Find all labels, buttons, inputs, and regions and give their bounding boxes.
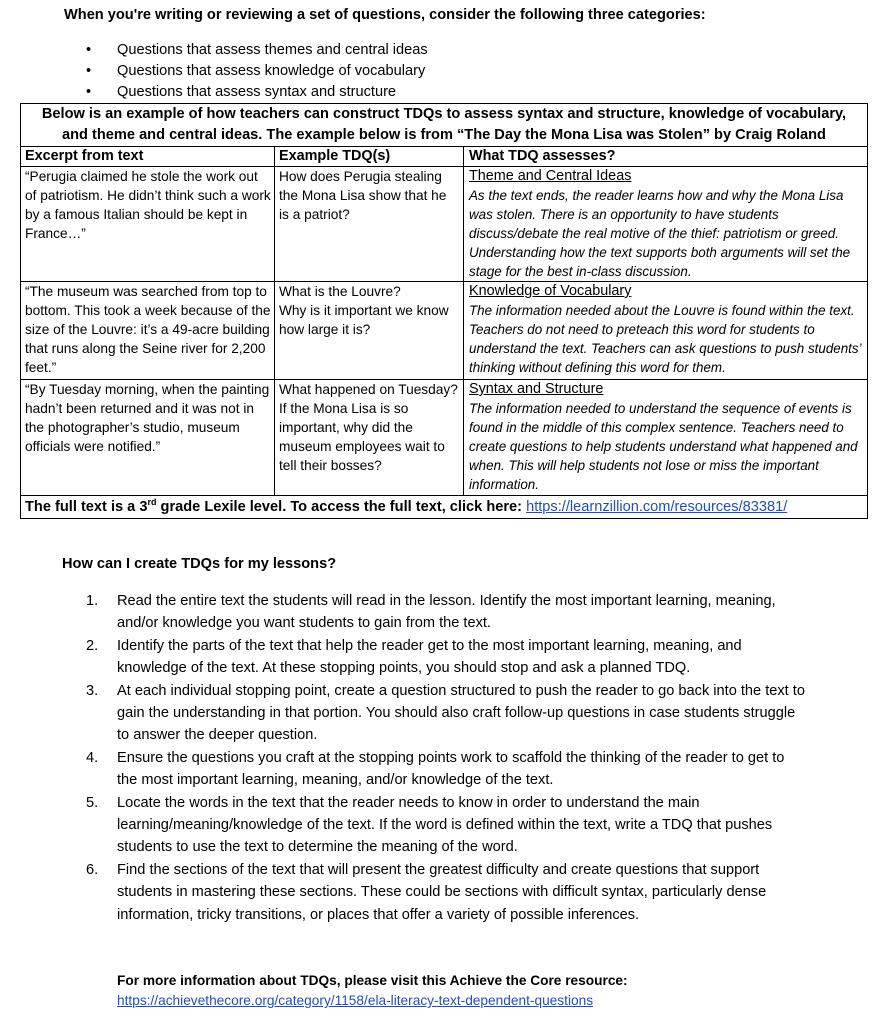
step-number: 3. <box>86 682 99 699</box>
column-header-assesses: What TDQ assesses? <box>464 147 867 167</box>
list-item <box>86 635 806 680</box>
caption-line-2: and theme and central ideas. The example below is from “The Day the Mona Lisa was Stolen” by Craig Roland <box>62 127 826 143</box>
cell-excerpt: “The museum was searched from top to bottom. This took a week because of the size of the Louvre: it’s a 49-acre building that runs along the Seine river for 2,200 feet.” <box>21 282 275 380</box>
cell-assesses <box>464 167 867 282</box>
footer-ordinal: rd <box>147 497 157 508</box>
assess-title: Theme and Central Ideas <box>469 168 632 184</box>
cell-excerpt: “Perugia claimed he stole the work out of patriotism. He didn’t think such a work by a famous Italian should be kept in France…” <box>21 167 275 282</box>
steps-list <box>86 590 806 926</box>
list-item: • Questions that assess themes and central ideas <box>86 40 428 61</box>
step-number: 6. <box>86 861 99 878</box>
list-item <box>86 590 806 635</box>
cell-tdq: What is the Louvre? Why is it important we know how large it is? <box>275 282 464 380</box>
table-caption <box>21 104 867 147</box>
step-number: 1. <box>86 593 99 609</box>
how-to-heading: How can I create TDQs for my lessons? <box>62 556 337 572</box>
table-footer <box>21 496 867 518</box>
caption-line-1: Below is an example of how teachers can construct TDQs to assess syntax and structure, knowledge of vocabulary, <box>41 106 847 122</box>
step-number: 5. <box>86 794 99 811</box>
list-item <box>86 859 806 926</box>
list-item <box>86 792 806 859</box>
cell-assesses <box>464 380 867 496</box>
step-number: 2. <box>86 637 99 654</box>
assess-title: Syntax and Structure <box>469 381 604 397</box>
list-item <box>86 747 806 792</box>
assess-body: The information needed about the Louvre is found within the text. Teachers do not need to preteach this word for students to understand the text. Teachers can ask questions to push students’ thinking without defining this word for them. <box>469 303 861 375</box>
footer-text-cont: grade Lexile level. To access the full text, click here: <box>156 499 527 515</box>
step-text: Find the sections of the text that will present the greatest difficulty and create questions that support students in mastering these sections. These could be sections with difficult syntax, particularly dense information, tricky transitions, or places that offer a variety of possible inferences. <box>117 861 767 923</box>
step-text: Locate the words in the text that the reader needs to know in order to understand the main learning/meaning/knowledge of the text. If the word is defined within the text, write a TDQ that pushes students to use the text to determine the meaning of the word. <box>117 794 773 856</box>
cell-tdq: How does Perugia stealing the Mona Lisa show that he is a patriot? <box>275 167 464 282</box>
list-item: • Questions that assess knowledge of vocabulary <box>86 61 428 82</box>
cell-excerpt: “By Tuesday morning, when the painting hadn’t been returned and it was not in the photographer’s studio, museum officials were notified.” <box>21 380 275 496</box>
assess-body: The information needed to understand the sequence of events is found in the middle of this complex sentence. Teachers need to create questions to help students understand what happened and when. This will help students not lose or miss the important information. <box>469 401 858 492</box>
assess-body: As the text ends, the reader learns how and why the Mona Lisa was stolen. There is an opportunity to have students discuss/debate the real motive of the thief: patriotism or greed. Understanding how the text supports both arguments will set the stage for the best in-class discussion. <box>469 188 851 279</box>
learnzillion-link[interactable]: https://learnzillion.com/resources/83381/ <box>526 499 788 515</box>
more-info-text: For more information about TDQs, please visit this Achieve the Core resource: <box>117 973 628 988</box>
assess-title: Knowledge of Vocabulary <box>469 283 632 299</box>
list-item: • Questions that assess syntax and structure <box>86 82 428 103</box>
column-header-tdq: Example TDQ(s) <box>275 147 464 167</box>
cell-tdq: What happened on Tuesday? If the Mona Lisa is so important, why did the museum employees wait to tell their bosses? <box>275 380 464 496</box>
step-number: 4. <box>86 749 99 766</box>
intro-heading: When you're writing or reviewing a set of questions, consider the following three categories: <box>64 7 706 23</box>
footer-text: The full text is a 3 <box>25 499 148 515</box>
cell-assesses <box>464 282 867 380</box>
achieve-the-core-link[interactable]: https://achievethecore.org/category/1158/ela-literacy-text-dependent-questions <box>117 993 594 1008</box>
list-item <box>86 680 806 747</box>
table-grid <box>21 147 867 496</box>
step-text: Identify the parts of the text that help the reader get to the most important learning, meaning, and knowledge of the text. At these stopping points, you should stop and ask a planned TDQ. <box>117 637 742 677</box>
example-table <box>20 103 868 519</box>
category-list <box>86 40 428 103</box>
step-text: At each individual stopping point, create a question structured to push the reader to go back into the text to gain the understanding in that portion. You should also craft follow-up questions in case students struggle to answer the deeper question. <box>117 682 805 744</box>
column-header-excerpt: Excerpt from text <box>21 147 275 167</box>
step-text: Ensure the questions you craft at the stopping points work to scaffold the thinking of the reader to get to the most important learning, meaning, and/or knowledge of the text. <box>117 749 785 789</box>
step-text: Read the entire text the students will read in the lesson. Identify the most important learning, meaning, and/or knowledge you want students to gain from the text. <box>117 593 776 632</box>
